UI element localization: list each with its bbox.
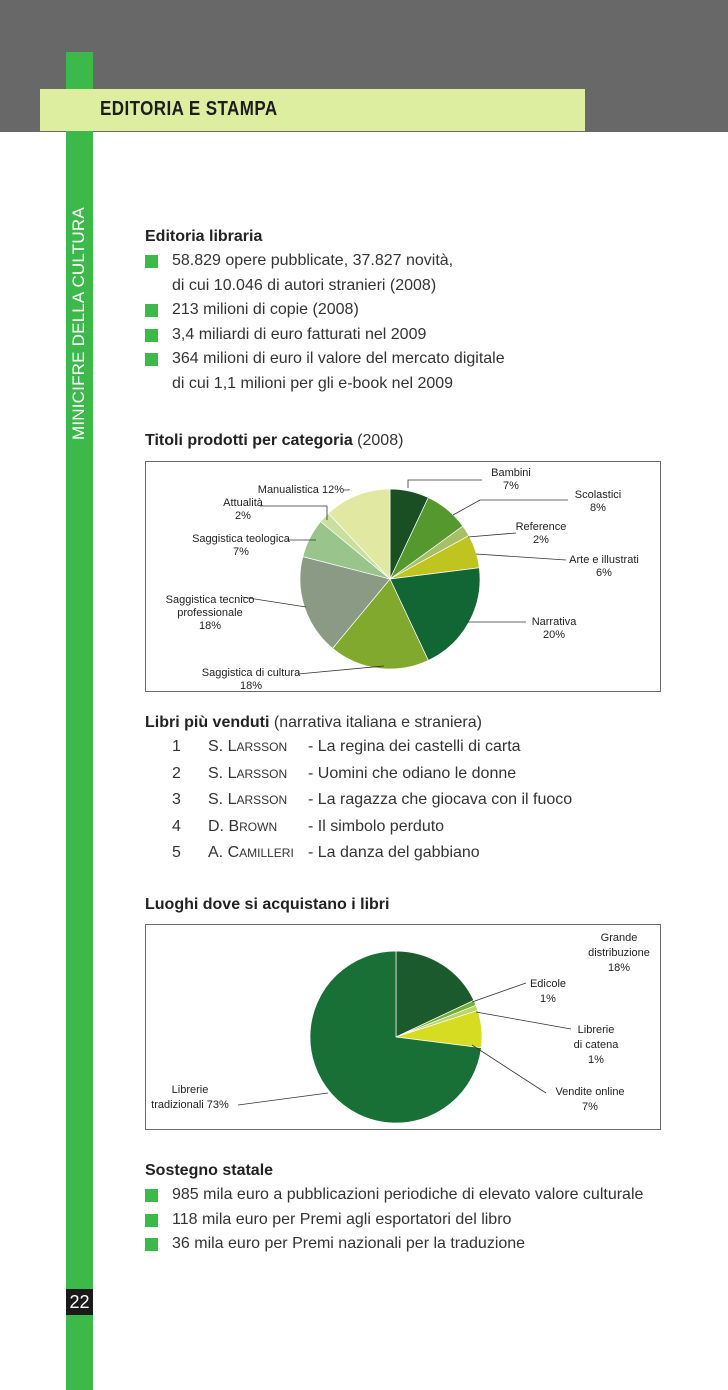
chart2-svg: [146, 925, 660, 1129]
bullet-text-cont: di cui 10.046 di autori stranieri (2008): [172, 276, 437, 294]
bestsellers-list: [145, 734, 685, 867]
editoria-bullet: [145, 347, 685, 396]
author: [208, 734, 308, 761]
leader-tradizionali: [238, 1093, 328, 1105]
bullet-text: 3,4 miliardi di euro fatturati nel 2009: [172, 325, 427, 343]
leader-cultura: [298, 666, 384, 674]
author-initial: A. C: [208, 844, 240, 861]
bullet-text: 36 mila euro per Premi nazionali per la traduzione: [172, 1235, 526, 1252]
editoria-bullet: [145, 323, 685, 348]
leader-online: [472, 1045, 546, 1093]
leader-arte: [476, 554, 566, 560]
sostegno-bullet: [145, 1232, 685, 1257]
book-title: - Uomini che odiano le donne: [308, 764, 517, 782]
editoria-bullet: [145, 298, 685, 323]
rank-number: 1: [172, 738, 181, 755]
bestsellers-title: Libri più venduti: [145, 714, 270, 731]
rank-number: 3: [172, 791, 181, 808]
author-surname: ARSSON: [236, 793, 288, 807]
author: [208, 787, 308, 814]
chart1-box: [145, 461, 661, 692]
rank-number: 4: [172, 817, 181, 835]
leader-scolastici: [453, 500, 568, 515]
chart2-heading: [145, 896, 389, 914]
rank-number: 5: [172, 844, 181, 861]
book-title: - La regina dei castelli di carta: [308, 738, 521, 755]
author-initial: S. L: [208, 791, 237, 808]
sostegno-bullet: [145, 1183, 685, 1208]
editoria-heading: Editoria libraria: [145, 228, 263, 245]
sostegno-heading: Sostegno statale: [145, 1162, 274, 1179]
bullet-square-icon: [145, 353, 158, 366]
list-item: [145, 734, 685, 761]
author-initial: D. B: [208, 817, 240, 835]
author-surname: ROWN: [239, 819, 278, 834]
author: [208, 840, 308, 867]
author: [208, 814, 308, 841]
chart1-subtitle: (2008): [357, 432, 404, 449]
leader-edicole: [472, 983, 526, 1002]
editoria-bullet: [145, 249, 685, 298]
chart1-title: Titoli prodotti per categoria: [145, 432, 353, 449]
side-label: MINICIFRE DELLA CULTURA: [69, 207, 88, 440]
bestsellers-heading: [145, 714, 685, 732]
chart1-svg: [146, 462, 660, 691]
label-online: Vendite online 7%: [555, 1086, 625, 1113]
sostegno-bullet: [145, 1208, 685, 1233]
author-surname: AMILLERI: [239, 846, 294, 860]
label-tecnico: Saggistica tecnico professionale 18%: [165, 594, 255, 632]
label-tradizionali: Librerie tradizionali 73%: [151, 1084, 229, 1111]
leader-reference: [468, 533, 516, 537]
chart2-box: [145, 924, 661, 1130]
author-surname: ARSSON: [236, 740, 288, 754]
bestsellers-note: (narrativa italiana e straniera): [273, 714, 482, 731]
bullet-text: 118 mila euro per Premi agli esportatori del libro: [172, 1210, 512, 1228]
bullet-square-icon: [145, 329, 158, 342]
book-title: - La danza del gabbiano: [308, 844, 480, 861]
chart2-pie: [310, 951, 482, 1123]
author-initial: S. L: [208, 764, 237, 782]
editoria-section: [145, 228, 685, 396]
label-cultura: Saggistica di cultura 18%: [201, 667, 301, 691]
leader-catena: [476, 1012, 571, 1029]
chart1-heading: [145, 432, 403, 450]
bullet-text: 364 milioni di euro il valore del mercato digitale: [172, 350, 505, 367]
leader-attualita: [260, 506, 327, 520]
page-number: 22: [66, 1289, 93, 1315]
sostegno-section: [145, 1162, 685, 1257]
bullet-square-icon: [145, 255, 158, 268]
page-title: EDITORIA E STAMPA: [100, 98, 278, 120]
bullet-square-icon: [145, 304, 158, 317]
leader-bambini: [408, 480, 482, 488]
author-surname: ARSSON: [236, 766, 288, 781]
list-item: [145, 840, 685, 867]
label-reference: Reference 2%: [515, 521, 567, 546]
rank-number: 2: [172, 764, 181, 782]
list-item: [145, 787, 685, 814]
label-scolastici: Scolastici 8%: [574, 489, 622, 514]
label-manualistica: Manualistica 12%: [257, 484, 344, 496]
label-arte: Arte e illustrati 6%: [569, 554, 639, 579]
bullet-text: 58.829 opere pubblicate, 37.827 novità,: [172, 252, 454, 269]
bullet-text-cont: di cui 1,1 milioni per gli e-book nel 2009: [172, 374, 454, 392]
bullet-square-icon: [145, 1189, 158, 1202]
bestsellers-section: [145, 714, 685, 867]
author: [208, 761, 308, 788]
bullet-text: 213 milioni di copie (2008): [172, 301, 359, 318]
book-title: - La ragazza che giocava con il fuoco: [308, 791, 573, 808]
chart2-title: Luoghi dove si acquistano i libri: [145, 896, 390, 913]
label-grande: Grande distribuzione 18%: [588, 932, 650, 974]
label-bambini: Bambini 7%: [491, 467, 531, 492]
list-item: [145, 814, 685, 841]
label-teologica: Saggistica teologica 7%: [192, 533, 290, 558]
label-edicole: Edicole 1%: [529, 978, 567, 1005]
list-item: [145, 761, 685, 788]
label-narrativa: Narrativa 20%: [531, 616, 577, 641]
label-attualita: Attualità 2%: [223, 497, 263, 522]
bullet-square-icon: [145, 1214, 158, 1227]
bullet-text: 985 mila euro a pubblicazioni periodiche di elevato valore culturale: [172, 1186, 644, 1203]
book-title: - Il simbolo perduto: [308, 817, 445, 835]
bullet-square-icon: [145, 1238, 158, 1251]
title-bar: [40, 89, 585, 131]
label-catena: Librerie di catena 1%: [573, 1024, 619, 1066]
author-initial: S. L: [208, 738, 237, 755]
